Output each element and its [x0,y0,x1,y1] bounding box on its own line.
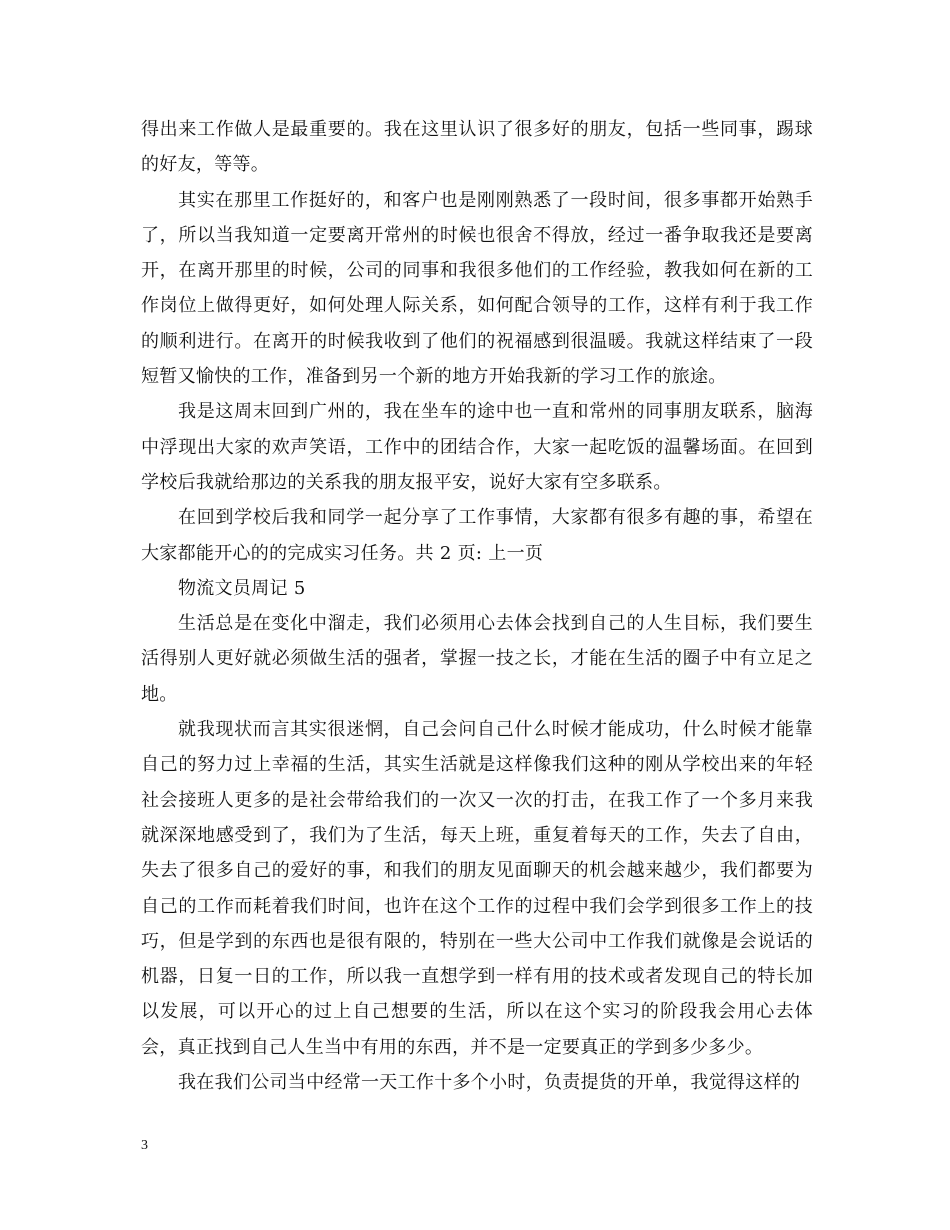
paragraph-7: 我在我们公司当中经常一天工作十多个小时，负责提货的开单，我觉得这样的 [178,1072,801,1094]
paragraph-2: 其实在那里工作挺好的，和客户也是刚刚熟悉了一段时间，很多事都开始熟手了，所以当我知道一定要离开常州的时候也很舍不得放，经过一番争取我还是要离开，在离开那里的时候，公司的同事和我很多他们的工作经验，教我如何在新的工作岗位上做得更好，如何处理人际关系，如何配合领导的工作，这样有利于我工作的顺利进行。在离开的时候我收到了他们的祝福感到很温暖。我就这样结束了一段短暂又愉快的工作，准备到另一个新的地方开始我新的学习工作的旅途。 [141,189,813,388]
paragraph-5: 生活总是在变化中溜走，我们必须用心去体会找到自己的人生目标，我们要生活得别人更好就必须做生活的强者，掌握一技之长，才能在生活的圈子中有立足之地。 [141,613,813,705]
document-body [141,112,813,1100]
paragraph-3: 我是这周末回到广州的，我在坐车的途中也一直和常州的同事朋友联系，脑海中浮现出大家的欢声笑语，工作中的团结合作，大家一起吃饭的温馨场面。在回到学校后我就给那边的关系我的朋友报平安，说好大家有空多联系。 [141,401,813,493]
paragraph-6: 就我现状而言其实很迷惘，自己会问自己什么时候才能成功，什么时候才能靠自己的努力过上幸福的生活，其实生活就是这样像我们这种的刚从学校出来的年轻社会接班人更多的是社会带给我们的一次又一次的打击，在我工作了一个多月来我就深深地感受到了，我们为了生活，每天上班，重复着每天的工作，失去了自由，失去了很多自己的爱好的事，和我们的朋友见面聊天的机会越来越少，我们都要为自己的工作而耗着我们时间，也许在这个工作的过程中我们会学到很多工作上的技巧，但是学到的东西也是很有限的，特别在一些大公司中工作我们就像是会说话的机器，日复一日的工作，所以我一直想学到一样有用的技术或者发现自己的特长加以发展，可以开心的过上自己想要的生活，所以在这个实习的阶段我会用心去体会，真正找到自己人生当中有用的东西，并不是一定要真正的学到多少多少。 [141,719,813,1058]
paragraph-4: 在回到学校后我和同学一起分享了工作事情，大家都有很多有趣的事，希望在大家都能开心的的完成实习任务。共 2 页: 上一页 [141,507,813,564]
page-number: 3 [141,1138,148,1153]
paragraph-1: 得出来工作做人是最重要的。我在这里认识了很多好的朋友，包括一些同事，踢球的好友，等等。 [141,119,813,176]
section-heading: 物流文员周记 5 [178,577,306,599]
